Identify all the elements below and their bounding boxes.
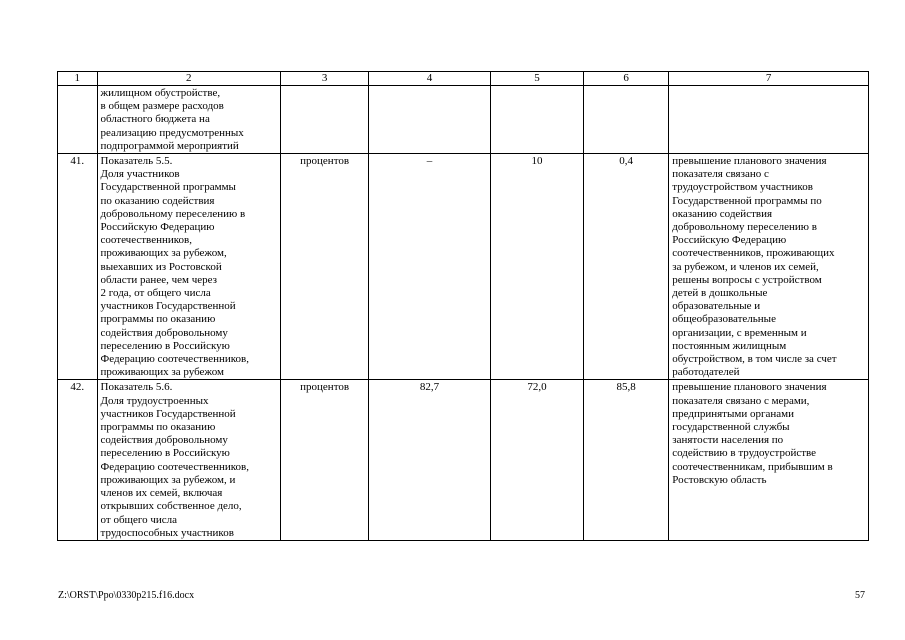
value-cell-col6: 0,4 <box>584 154 669 380</box>
value-cell-col4: – <box>369 154 491 380</box>
unit-cell: процентов <box>281 380 369 540</box>
table-row-41 <box>58 154 869 380</box>
unit-cell: процентов <box>281 154 369 380</box>
header-cell: 1 <box>58 72 98 86</box>
indicator-name-cell: жилищном обустройстве, в общем размере расходов областного бюджета на реализацию предусмотренных подпрограммой мероприятий <box>97 86 280 154</box>
indicator-name-cell: Показатель 5.5. Доля участников Государственной программы по оказанию содействия добровольному переселению в Российскую Федерацию соотечественников, проживающих за рубежом, выехавших из Ростовской области ранее, чем через 2 года, от общего числа участников Государственной программы по оказанию содействия добровольному переселению в Российскую Федерацию соотечественников, проживающих за рубежом <box>97 154 280 380</box>
value-cell-col6 <box>584 86 669 154</box>
footer-file-path: Z:\ORST\Ppo\0330p215.f16.docx <box>58 590 195 601</box>
header-cell: 4 <box>369 72 491 86</box>
indicators-table <box>57 71 869 541</box>
value-cell-col5: 72,0 <box>490 380 583 540</box>
value-cell-col4: 82,7 <box>369 380 491 540</box>
indicator-name-cell: Показатель 5.6. Доля трудоустроенных участников Государственной программы по оказанию содействия добровольному переселению в Российскую Федерацию соотечественников, проживающих за рубежом, и членов их семей, включая открывших собственное дело, от общего числа трудоспособных участников <box>97 380 280 540</box>
table-row-continuation <box>58 86 869 154</box>
note-cell: превышение планового значения показателя связано с мерами, предпринятыми органами государственной службы занятости населения по содействию в трудоустройстве соотечественникам, прибывшим в Ростовскую область <box>669 380 869 540</box>
header-cell: 3 <box>281 72 369 86</box>
table-header-row <box>58 72 869 86</box>
note-cell <box>669 86 869 154</box>
page-number: 57 <box>855 590 865 601</box>
row-number-cell <box>58 86 98 154</box>
table-row-42 <box>58 380 869 540</box>
row-number-cell: 41. <box>58 154 98 380</box>
unit-cell <box>281 86 369 154</box>
value-cell-col4 <box>369 86 491 154</box>
row-number-cell: 42. <box>58 380 98 540</box>
value-cell-col5 <box>490 86 583 154</box>
header-cell: 2 <box>97 72 280 86</box>
header-cell: 5 <box>490 72 583 86</box>
header-cell: 6 <box>584 72 669 86</box>
value-cell-col5: 10 <box>490 154 583 380</box>
header-cell: 7 <box>669 72 869 86</box>
value-cell-col6: 85,8 <box>584 380 669 540</box>
note-cell: превышение планового значения показателя связано с трудоустройством участников Государственной программы по оказанию содействия добровольному переселению в Российскую Федерацию соотечественников, проживающих за рубежом, и членов их семей, решены вопросы с устройством детей в дошкольные образовательные и общеобразовательные организации, с временным и постоянным жилищным обустройством, в том числе за счет работодателей <box>669 154 869 380</box>
